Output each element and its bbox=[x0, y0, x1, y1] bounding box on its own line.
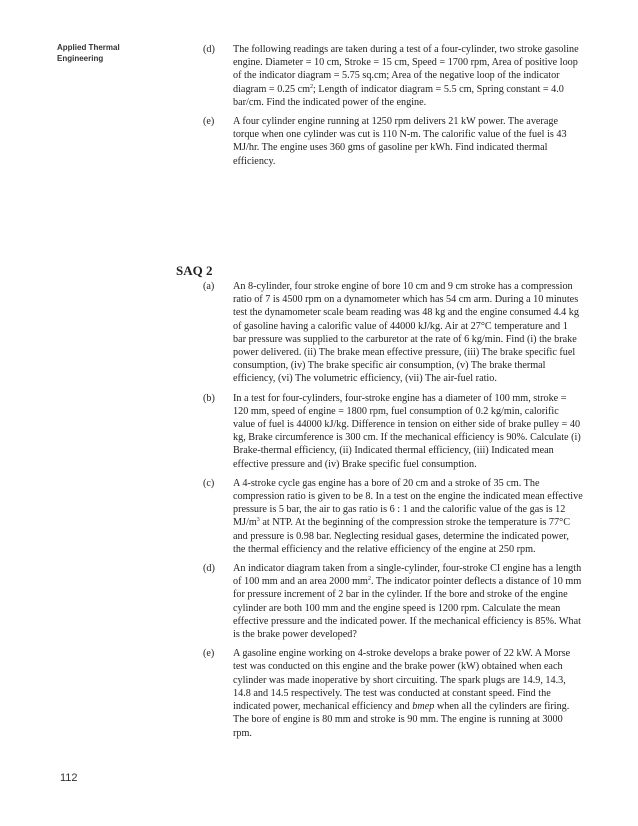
question-label: (e) bbox=[203, 116, 215, 128]
question-label: (c) bbox=[203, 477, 215, 489]
question-item bbox=[203, 43, 583, 109]
book-title-line-1: Applied Thermal bbox=[57, 43, 120, 52]
question-text: The following readings are taken during a test of a four-cylinder, two stroke gasoline engine. Diameter = 10 cm, Stroke = 15 cm, Speed = 1700 rpm, Area of positive loop of the indicator diagram = 5.75 sq.cm; Area of the negative loop of the indicator diagram = 0.25 $cm^2$; Length of indicator diagram = 5.5 cm, Spring constant = 4.0 bar/cm. Find the indicated power of the engine. bbox=[233, 44, 579, 108]
page-number: 112 bbox=[60, 772, 78, 784]
saq-heading: SAQ 2 bbox=[176, 263, 213, 278]
question-text: A four cylinder engine running at 1250 rpm delivers 21 kW power. The average torque when one cylinder was cut is 110 N-m. The calorific value of the fuel is 43 MJ/hr. The engine uses 360 gms of gasoline per kWh. Find indicated thermal efficiency. bbox=[233, 116, 567, 167]
superscript: 2 bbox=[367, 576, 371, 583]
question-text: A gasoline engine working on 4-stroke develops a brake power of 22 kW. A Morse test was conducted on this engine and the brake power (kW) obtained when each cylinder was made inoperative by short circuiting. The spark plugs are 14.9, 14.3, 14.8 and 14.5 respectively. The test was conducted at constant speed. Find the indicated power, mechanical efficiency and bmep when all the cylinders are firing. The bore of engine is 80 mm and stroke is 90 mm. The engine is running at 3000 rpm. bbox=[233, 648, 571, 739]
question-text: In a test for four-cylinders, four-stroke engine has a diameter of 100 mm, stroke = 120 mm, speed of engine = 1800 rpm, fuel consumption of 0.2 kg/min, calorific value of fuel is 44000 kJ/kg. Difference in tension on either side of brake pulley = 40 kg, Brake circumference is 300 cm. If the mechanical efficiency is 90%. Calculate (i) Brake-thermal efficiency, (ii) Indicated thermal efficiency, (iii) Indicated mean effective pressure and (iv) Brake specific fuel consumption. bbox=[233, 392, 581, 470]
question-text: An indicator diagram taken from a single-cylinder, four-stroke CI engine has a length of 100 mm and an area 2000 $mm^2$. The indicator pointer deflects a distance of 10 mm for pressure increment of 2 bar in the cylinder. If the bore and stroke of the engine cylinder are both 100 mm and the engine speed is 1200 rpm. Calculate the mean effective pressure and the indicated power. If the mechanical efficiency is 85%. What is the brake power developed? bbox=[233, 563, 582, 641]
continued-question-list bbox=[203, 43, 583, 174]
question-item bbox=[203, 392, 583, 471]
question-label: (a) bbox=[203, 281, 215, 292]
question-item bbox=[203, 562, 583, 641]
saq-question-list bbox=[203, 280, 583, 746]
question-item bbox=[203, 647, 583, 739]
question-label: (d) bbox=[203, 563, 215, 575]
italic-term: bmep bbox=[412, 701, 435, 713]
question-label: (d) bbox=[203, 44, 215, 55]
running-header bbox=[57, 42, 167, 64]
question-text: An 8-cylinder, four stroke engine of bore 10 cm and 9 cm stroke has a compression ratio of 7 is 4500 rpm on a dynamometer which has 54 cm arm. During a 10 minutes test the dynamometer scale beam reading was 48 kg and the engine consumed 4.4 kg of gasoline having a calorific value of 44000 kJ/kg. Air at 27°C temperature and 1 bar pressure was supplied to the carburetor at the rate of 6 kg/min. Find (i) the brake power delivered. (ii) The brake mean effective pressure, (iii) The brake specific fuel consumption, (iv) The brake specific air consumption, (v) The brake thermal efficiency, (vi) The volumetric efficiency, (vii) The air-fuel ratio. bbox=[233, 281, 579, 385]
book-title-line-2: Engineering bbox=[57, 54, 104, 63]
superscript: 2 bbox=[310, 83, 314, 90]
question-text: A 4-stroke cycle gas engine has a bore of 20 cm and a stroke of 35 cm. The compression ratio is given to be 8. In a test on the engine the indicated mean effective pressure is 5 bar, the air to gas ratio is 6 : 1 and the calorific value of the gas is 12 $MJ/m^3$ at NTP. At the beginning of the compression stroke the temperature is 77°C and pressure is 0.98 bar. Neglecting residual gases, determine the indicated power, the thermal efficiency and the relative efficiency of the engine at 250 rpm. bbox=[233, 477, 583, 555]
question-label: (e) bbox=[203, 648, 215, 660]
question-item bbox=[203, 115, 583, 168]
question-item bbox=[203, 280, 583, 386]
superscript: 3 bbox=[256, 517, 260, 524]
question-label: (b) bbox=[203, 392, 215, 404]
question-item bbox=[203, 477, 583, 556]
